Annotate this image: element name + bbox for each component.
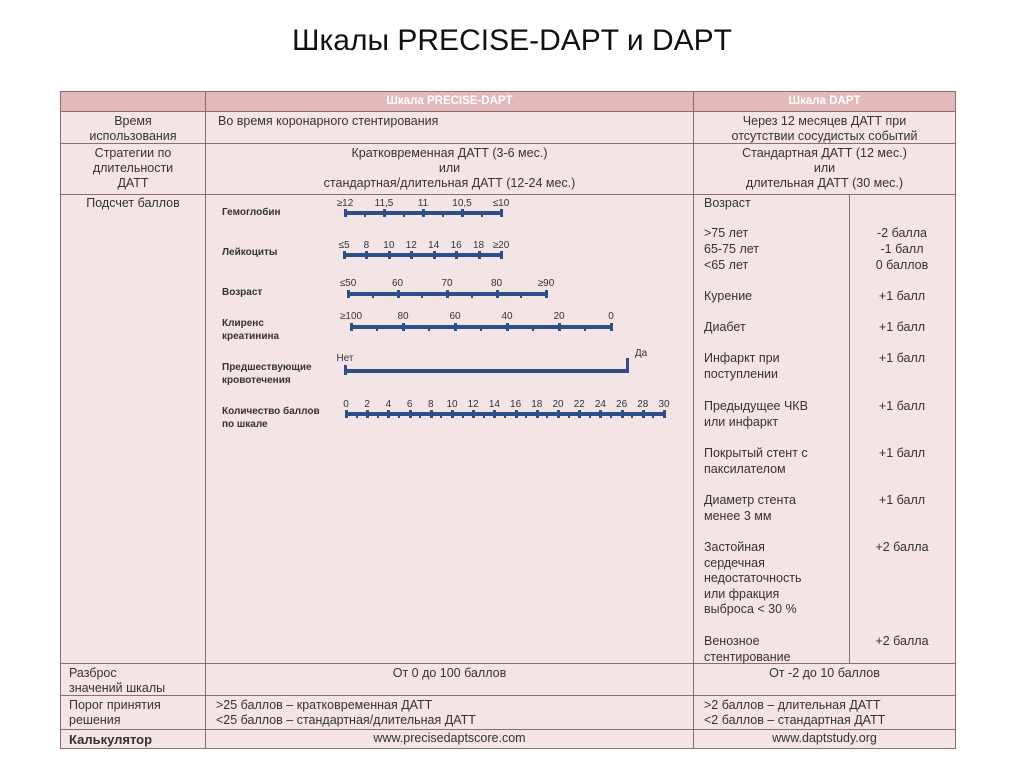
points-tick: [621, 410, 624, 418]
age-tick: [347, 290, 350, 298]
points-tick-label: 16: [510, 399, 522, 410]
leukocytes-tick: [410, 251, 413, 259]
clearance-tick: [610, 323, 613, 331]
points-minor-tick: [652, 412, 654, 418]
dapt-criterion-line: Инфаркт при: [704, 351, 780, 365]
age-tick-label: 60: [391, 278, 404, 289]
clearance-tick-label: 0: [608, 311, 614, 322]
hemoglobin-minor-tick: [481, 211, 483, 217]
points-tick-label: 10: [446, 399, 458, 410]
age-tick-label: ≤50: [339, 278, 357, 289]
hemoglobin-tick-label: 11: [417, 198, 429, 209]
clearance-tick: [402, 323, 405, 331]
dapt-criterion-line: сердечная: [704, 555, 765, 570]
leukocytes-tick: [478, 251, 481, 259]
points-tick-label: 0: [343, 399, 349, 410]
clearance-tick: [454, 323, 457, 331]
scale-name-leukocytes: Лейкоциты: [222, 247, 278, 258]
dapt-criterion-points: +1 балл: [878, 399, 926, 413]
row-label-scoring: Подсчет баллов: [86, 196, 180, 210]
points-tick-label: 8: [428, 399, 434, 410]
points-tick: [387, 410, 390, 418]
clearance-tick-label: 60: [449, 311, 461, 322]
dapt-criterion-label: [704, 399, 808, 430]
hemoglobin-tick-label: 10,5: [452, 198, 472, 209]
scale-name-points: Количество баллов по шкале: [222, 406, 320, 430]
points-tick-label: 12: [467, 399, 479, 410]
points-tick-label: 26: [616, 399, 628, 410]
points-tick: [366, 410, 369, 418]
hemoglobin-tick: [344, 209, 347, 217]
dapt-criterion-points: -1 балл: [880, 242, 924, 256]
dapt-criterion-label: [704, 351, 780, 382]
dapt-criterion-line: выброса < 30 %: [704, 602, 797, 616]
clearance-tick-label: ≥100: [339, 311, 363, 322]
leukocytes-tick: [500, 251, 503, 259]
dapt-criterion-label: [704, 258, 748, 274]
clearance-tick: [350, 323, 353, 331]
dapt-criterion-line: Венозное: [704, 634, 760, 648]
dapt-age-title: Возраст: [704, 196, 751, 210]
bleeding-scale-bar: [345, 369, 628, 373]
dapt-criterion-points: +1 балл: [878, 320, 926, 334]
precise-range: От 0 до 100 баллов: [392, 666, 507, 680]
dapt-criterion-line: недостаточность: [704, 571, 802, 585]
scale-name-age: Возраст: [222, 287, 263, 298]
dapt-criterion-label: [704, 493, 796, 524]
row-label-time: Время использования: [89, 114, 177, 143]
points-minor-tick: [589, 412, 591, 418]
points-tick-label: 4: [385, 399, 392, 410]
points-tick: [663, 410, 666, 418]
points-tick: [642, 410, 645, 418]
leukocytes-tick: [433, 251, 436, 259]
leukocytes-tick-label: 8: [363, 240, 370, 251]
clearance-minor-tick: [376, 325, 378, 331]
dapt-criterion-line: паксилателом: [704, 461, 786, 476]
dapt-criterion-points: +1 балл: [878, 493, 926, 507]
header-dapt: Шкала DAPT: [788, 95, 861, 107]
points-minor-tick: [462, 412, 464, 418]
age-tick-label: 80: [490, 278, 503, 289]
clearance-tick: [558, 323, 561, 331]
dapt-criterion-line: Застойная: [704, 540, 765, 554]
points-minor-tick: [568, 412, 570, 418]
leukocytes-tick-label: 12: [405, 240, 417, 251]
precise-strategy: Кратковременная ДАТТ (3-6 мес.) или стандартная/длительная ДАТТ (12-24 мес.): [323, 146, 576, 190]
points-tick: [536, 410, 539, 418]
points-minor-tick: [398, 412, 400, 418]
hemoglobin-tick: [422, 209, 425, 217]
bleeding-tick: [626, 358, 629, 373]
scale-name-hemoglobin: Гемоглобин: [222, 207, 281, 218]
comparison-table: [60, 91, 956, 749]
dapt-criterion-line: <65 лет: [704, 258, 749, 272]
row-label-threshold: Порог принятия решения: [69, 698, 161, 727]
age-tick: [545, 290, 548, 298]
dapt-criterion-points: -2 балла: [877, 226, 927, 240]
points-minor-tick: [356, 412, 358, 418]
points-tick-label: 20: [552, 399, 564, 410]
dapt-criterion-points: +1 балл: [878, 351, 926, 365]
dapt-criterion-line: поступлении: [704, 366, 778, 381]
clearance-tick-label: 40: [501, 311, 513, 322]
points-minor-tick: [504, 412, 506, 418]
points-tick: [578, 410, 581, 418]
points-minor-tick: [546, 412, 548, 418]
precise-threshold: >25 баллов – кратковременная ДАТТ <25 баллов – стандартная/длительная ДАТТ: [216, 698, 476, 727]
dapt-criterion-line: Курение: [704, 289, 753, 303]
points-tick: [515, 410, 518, 418]
points-tick: [451, 410, 454, 418]
dapt-strategy: Стандартная ДАТТ (12 мес.) или длительная ДАТТ (30 мес.): [742, 146, 907, 190]
points-minor-tick: [440, 412, 442, 418]
age-minor-tick: [421, 292, 423, 298]
leukocytes-tick: [455, 251, 458, 259]
row-label-strategy: Стратегии по длительности ДАТТ: [92, 146, 174, 190]
hemoglobin-tick: [461, 209, 464, 217]
leukocytes-tick: [343, 251, 346, 259]
dapt-time: Через 12 месяцев ДАТТ при отсутствии сосудистых событий: [731, 114, 918, 143]
leukocytes-tick: [365, 251, 368, 259]
points-tick-label: 6: [406, 399, 413, 410]
dapt-criterion-line: 65-75 лет: [704, 242, 759, 256]
dapt-criterion-line: Диаметр стента: [704, 493, 796, 507]
hemoglobin-tick-label: ≤10: [492, 198, 510, 209]
hemoglobin-minor-tick: [403, 211, 405, 217]
leukocytes-tick-label: ≤5: [338, 240, 350, 251]
points-tick: [430, 410, 433, 418]
points-tick: [493, 410, 496, 418]
points-minor-tick: [377, 412, 379, 418]
dapt-criterion-label: [704, 446, 808, 477]
dapt-criterion-line: или инфаркт: [704, 414, 779, 429]
points-tick-label: 18: [531, 399, 543, 410]
hemoglobin-minor-tick: [364, 211, 366, 217]
dapt-criterion-label: [704, 540, 801, 618]
clearance-minor-tick: [584, 325, 586, 331]
dapt-criterion-label: [704, 320, 746, 336]
age-minor-tick: [471, 292, 473, 298]
bleeding-tick-label: Нет: [336, 353, 354, 364]
dapt-criterion-line: стентирование: [704, 649, 791, 664]
leukocytes-tick-label: 16: [450, 240, 462, 251]
leukocytes-tick-label: 18: [473, 240, 485, 251]
scale-name-bleeding: Предшествующие кровотечения: [222, 362, 312, 386]
leukocytes-tick: [388, 251, 391, 259]
dapt-criterion-points: +2 балла: [875, 634, 929, 648]
hemoglobin-tick-label: 11,5: [374, 198, 394, 209]
points-tick: [472, 410, 475, 418]
dapt-criterion-line: или фракция: [704, 586, 780, 601]
dapt-criterion-points: +2 балла: [875, 540, 929, 554]
age-tick: [496, 290, 499, 298]
points-tick-label: 30: [658, 399, 670, 410]
points-tick: [345, 410, 348, 418]
hemoglobin-minor-tick: [442, 211, 444, 217]
dapt-criterion-label: [704, 226, 748, 242]
points-minor-tick: [525, 412, 527, 418]
precise-time: Во время коронарного стентирования: [218, 114, 439, 128]
hemoglobin-tick: [500, 209, 503, 217]
points-tick-label: 22: [573, 399, 585, 410]
leukocytes-tick-label: ≥20: [492, 240, 510, 251]
points-tick: [557, 410, 560, 418]
clearance-tick-label: 80: [397, 311, 409, 322]
scale-name-clearance: Клиренс креатинина: [222, 318, 280, 342]
header-precise: Шкала PRECISE-DAPT: [386, 95, 513, 107]
points-tick: [409, 410, 412, 418]
clearance-minor-tick: [428, 325, 430, 331]
points-minor-tick: [610, 412, 612, 418]
age-tick-label: 70: [441, 278, 453, 289]
points-tick-label: 2: [364, 399, 370, 410]
age-tick: [397, 290, 400, 298]
dapt-range: От -2 до 10 баллов: [769, 666, 880, 680]
points-tick-label: 14: [488, 399, 500, 410]
clearance-tick: [506, 323, 509, 331]
points-tick-label: 24: [594, 399, 606, 410]
bleeding-tick: [344, 365, 347, 375]
dapt-criterion-points: +1 балл: [878, 289, 926, 303]
clearance-tick-label: 20: [553, 311, 565, 322]
dapt-threshold: >2 баллов – длительная ДАТТ <2 баллов – стандартная ДАТТ: [704, 698, 886, 727]
clearance-minor-tick: [532, 325, 534, 331]
dapt-calculator-link[interactable]: www.daptstudy.org: [772, 731, 877, 745]
points-minor-tick: [483, 412, 485, 418]
precise-calculator-link[interactable]: www.precisedaptscore.com: [373, 731, 526, 745]
points-tick-label: 28: [637, 399, 649, 410]
age-tick-label: ≥90: [537, 278, 555, 289]
dapt-criterion-line: >75 лет: [704, 226, 749, 240]
age-tick: [446, 290, 449, 298]
hemoglobin-tick-label: ≥12: [336, 198, 354, 209]
points-minor-tick: [631, 412, 633, 418]
dapt-criterion-label: [704, 289, 752, 305]
leukocytes-tick-label: 10: [383, 240, 395, 251]
dapt-criterion-line: менее 3 мм: [704, 508, 772, 523]
age-minor-tick: [372, 292, 374, 298]
dapt-criterion-label: [704, 242, 759, 258]
dapt-criterion-line: Покрытый стент с: [704, 446, 808, 460]
dapt-criterion-line: Диабет: [704, 320, 746, 334]
dapt-criterion-points: +1 балл: [878, 446, 926, 460]
age-minor-tick: [520, 292, 522, 298]
clearance-minor-tick: [480, 325, 482, 331]
dapt-criterion-label: [704, 634, 791, 665]
dapt-criterion-line: Предыдущее ЧКВ: [704, 399, 808, 413]
leukocytes-tick-label: 14: [428, 240, 440, 251]
slide-title: Шкалы PRECISE-DAPT и DAPT: [292, 24, 732, 57]
row-label-range: Разброс значений шкалы: [69, 666, 166, 695]
dapt-criterion-points: 0 баллов: [875, 258, 929, 272]
points-tick: [599, 410, 602, 418]
bleeding-tick-label: Да: [634, 348, 648, 359]
points-minor-tick: [419, 412, 421, 418]
row-label-calculator: Калькулятор: [69, 732, 153, 747]
hemoglobin-tick: [383, 209, 386, 217]
